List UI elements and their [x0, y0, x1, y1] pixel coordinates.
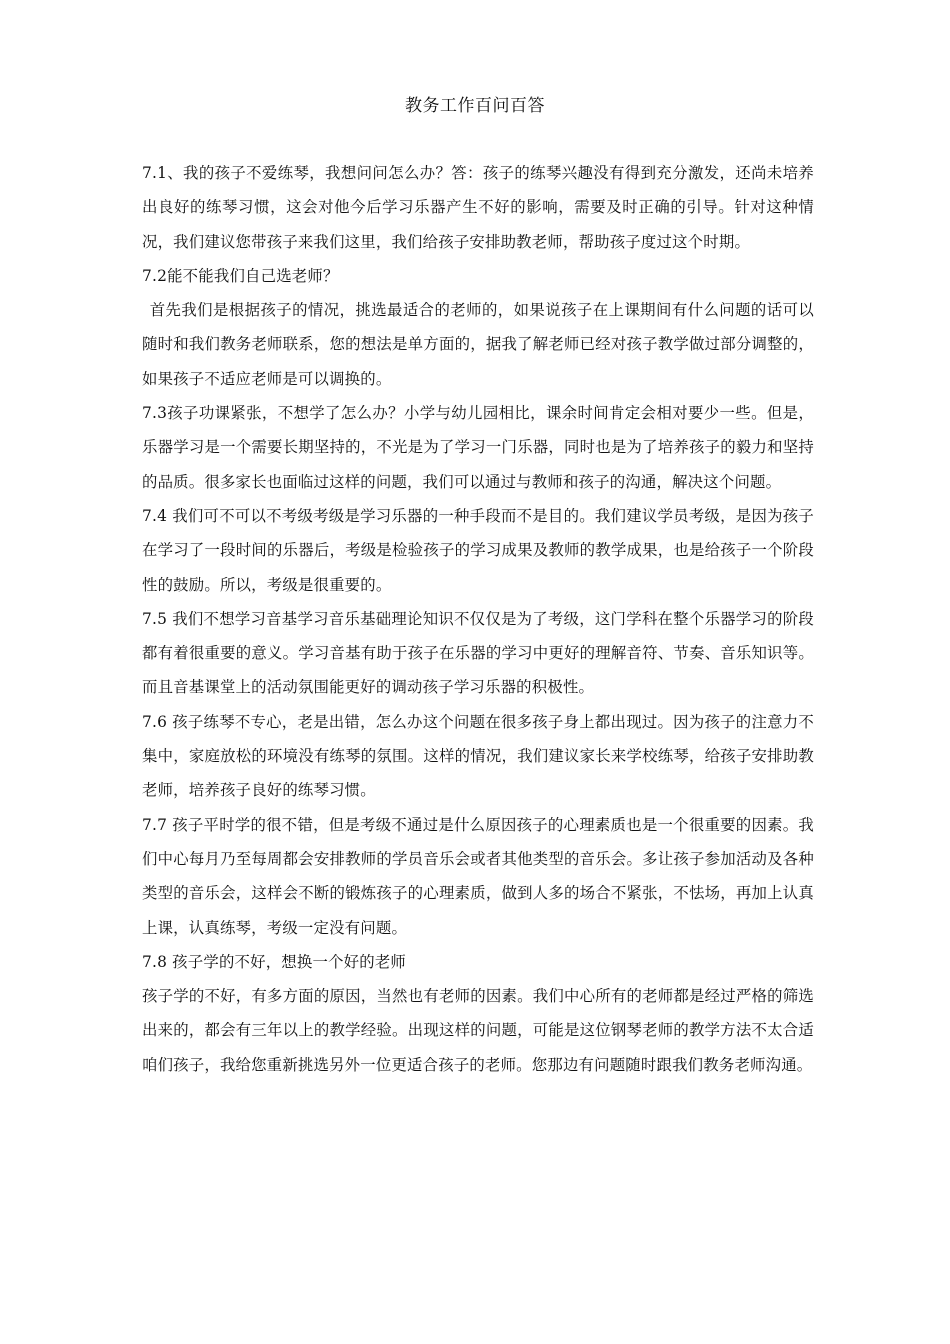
qa-answer-7-8: 孩子学的不好，有多方面的原因，当然也有老师的因素。我们中心所有的老师都是经过严格的筛选出来的，都会有三年以上的教学经验。出现这样的问题，可能是这位钢琴老师的教学方法不太合适咱们孩子，我给您重新挑选另外一位更适合孩子的老师。您那边有问题随时跟我们教务老师沟通。: [142, 987, 814, 1074]
qa-paragraph-7-5: 7.5 我们不想学习音基学习音乐基础理论知识不仅仅是为了考级，这门学科在整个乐器学习的阶段都有着很重要的意义。学习音基有助于孩子在乐器的学习中更好的理解音符、节奏、音乐知识等。而且音基课堂上的活动氛围能更好的调动孩子学习乐器的积极性。: [142, 609, 814, 697]
document-body: [142, 156, 814, 1082]
qa-question-7-2: 7.2能不能我们自己选老师？: [142, 266, 339, 285]
qa-paragraph-7-4: 7.4 我们可不可以不考级考级是学习乐器的一种手段而不是目的。我们建议学员考级，是因为孩子在学习了一段时间的乐器后，考级是检验孩子的学习成果及教师的教学成果，也是给孩子一个阶段性的鼓励。所以，考级是很重要的。: [142, 506, 814, 594]
qa-paragraph-7-6: 7.6 孩子练琴不专心，老是出错，怎么办这个问题在很多孩子身上都出现过。因为孩子的注意力不集中，家庭放松的环境没有练琴的氛围。这样的情况，我们建议家长来学校练琴，给孩子安排助教老师，培养孩子良好的练琴习惯。: [142, 712, 814, 800]
qa-answer-7-2: 首先我们是根据孩子的情况，挑选最适合的老师的，如果说孩子在上课期间有什么问题的话可以随时和我们教务老师联系，您的想法是单方面的，据我了解老师已经对孩子教学做过部分调整的，如果孩子不适应老师是可以调换的。: [142, 301, 814, 388]
qa-paragraph-7-7: 7.7 孩子平时学的很不错，但是考级不通过是什么原因孩子的心理素质也是一个很重要的因素。我们中心每月乃至每周都会安排教师的学员音乐会或者其他类型的音乐会。多让孩子参加活动及各种类型的音乐会，这样会不断的锻炼孩子的心理素质，做到人多的场合不紧张，不怯场，再加上认真上课，认真练琴，考级一定没有问题。: [142, 815, 814, 937]
document-title: 教务工作百问百答: [405, 96, 545, 116]
qa-paragraph-7-3: 7.3孩子功课紧张，不想学了怎么办？小学与幼儿园相比，课余时间肯定会相对要少一些。但是，乐器学习是一个需要长期坚持的，不光是为了学习一门乐器，同时也是为了培养孩子的毅力和坚持的品质。很多家长也面临过这样的问题，我们可以通过与教师和孩子的沟通，解决这个问题。: [142, 404, 814, 491]
qa-paragraph-7-1: 7.1、我的孩子不爱练琴，我想问问怎么办？答：孩子的练琴兴趣没有得到充分激发，还尚未培养出良好的练琴习惯，这会对他今后学习乐器产生不好的影响，需要及时正确的引导。针对这种情况，我们建议您带孩子来我们这里，我们给孩子安排助教老师，帮助孩子度过这个时期。: [142, 164, 814, 251]
qa-question-7-8: 7.8 孩子学的不好，想换一个好的老师: [142, 952, 407, 971]
